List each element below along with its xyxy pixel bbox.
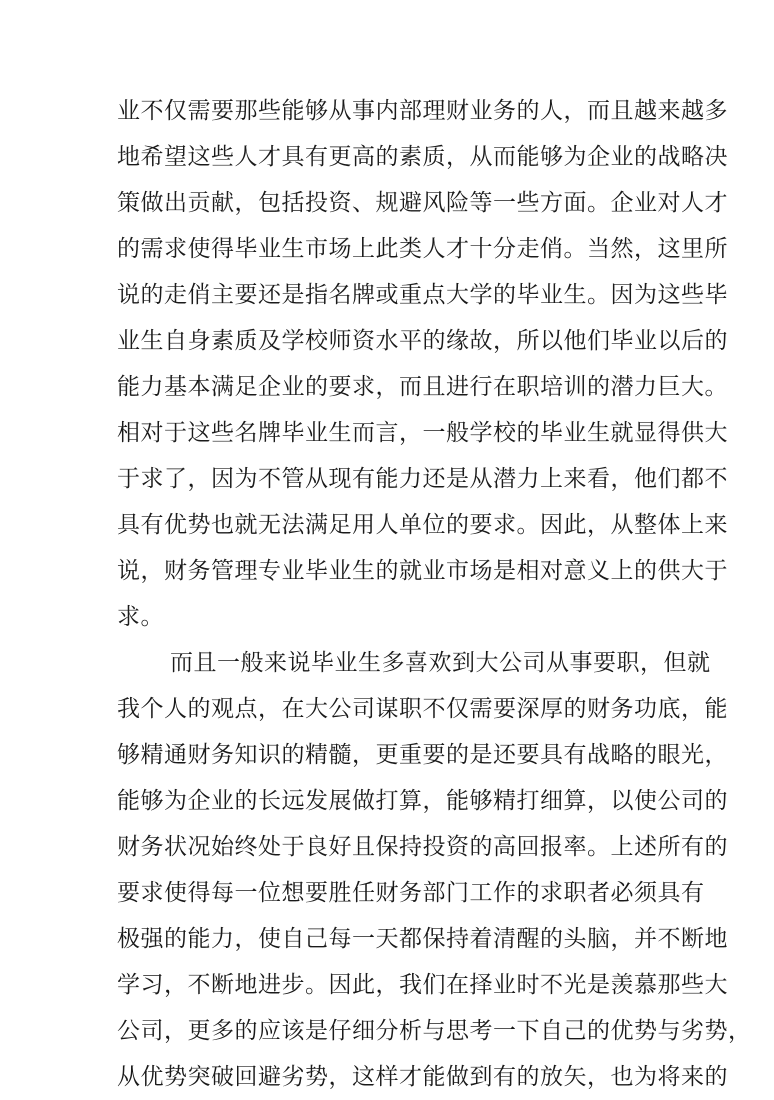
text-line: 学习，不断地进步。因此，我们在择业时不光是羡慕那些大 [117, 972, 728, 998]
paragraph-first-line: 而且一般来说毕业生多喜欢到大公司从事要职，但就 [170, 650, 711, 676]
text-line: 相对于这些名牌毕业生而言，一般学校的毕业生就显得供大 [117, 420, 728, 446]
text-line: 的需求使得毕业生市场上此类人才十分走俏。当然，这里所 [117, 236, 728, 262]
text-line: 极强的能力，使自己每一天都保持着清醒的头脑，并不断地 [117, 926, 728, 952]
text-line: 说，财务管理专业毕业生的就业市场是相对意义上的供大于 [117, 558, 728, 584]
text-line: 业生自身素质及学校师资水平的缘故，所以他们毕业以后的 [117, 328, 728, 354]
text-line: 从优势突破回避劣势，这样才能做到有的放矢，也为将来的 [117, 1064, 728, 1090]
text-line: 地希望这些人才具有更高的素质，从而能够为企业的战略决 [117, 144, 728, 170]
text-line: 业不仅需要那些能够从事内部理财业务的人，而且越来越多 [117, 98, 728, 124]
text-line: 我个人的观点，在大公司谋职不仅需要深厚的财务功底，能 [117, 696, 728, 722]
text-line: 财务状况始终处于良好且保持投资的高回报率。上述所有的 [117, 834, 728, 860]
text-line: 够精通财务知识的精髓，更重要的是还要具有战略的眼光， [117, 742, 728, 768]
text-line: 具有优势也就无法满足用人单位的要求。因此，从整体上来 [117, 512, 728, 538]
text-line: 求。 [117, 604, 164, 630]
text-line: 说的走俏主要还是指名牌或重点大学的毕业生。因为这些毕 [117, 282, 728, 308]
text-line: 于求了，因为不管从现有能力还是从潜力上来看，他们都不 [117, 466, 728, 492]
text-line: 能够为企业的长远发展做打算，能够精打细算，以使公司的 [117, 788, 728, 814]
text-line: 公司，更多的应该是仔细分析与思考一下自己的优势与劣势， [117, 1018, 752, 1044]
body-text [117, 88, 752, 1100]
text-line: 要求使得每一位想要胜任财务部门工作的求职者必须具有 [117, 880, 705, 906]
text-line: 能力基本满足企业的要求，而且进行在职培训的潜力巨大。 [117, 374, 728, 400]
text-line: 策做出贡献，包括投资、规避风险等一些方面。企业对人才 [117, 190, 728, 216]
